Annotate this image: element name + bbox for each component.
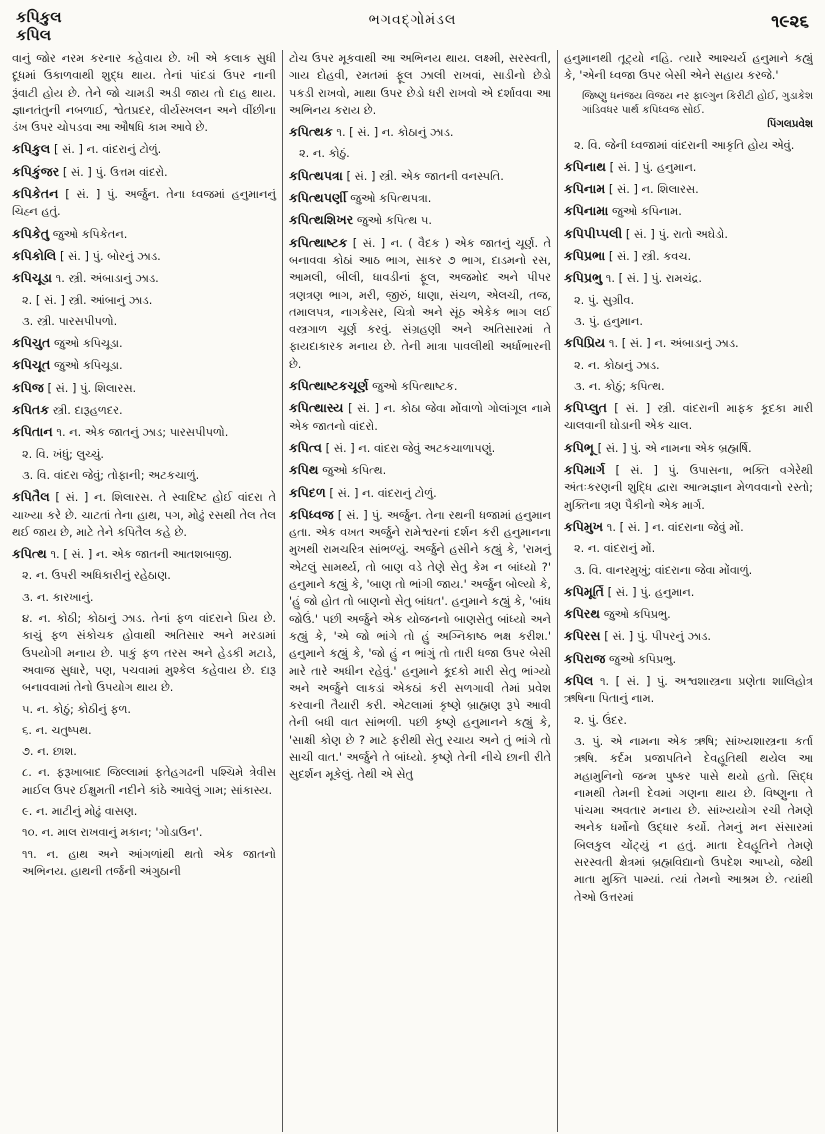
dictionary-entry [564, 247, 813, 265]
entry-definition: ૧. [ સં. ] ન. અંબાડાનું ઝાડ. [608, 336, 739, 351]
entry-definition: [ સં. ] ન. વાંદરાનું ટોળું. [53, 142, 162, 157]
entry-headword: કપિનાથ [564, 158, 607, 174]
dictionary-entry [12, 545, 276, 563]
entry-definition: જુઓ કપિચૂડા. [53, 336, 123, 351]
entry-headword: કપિપ્રભા [564, 248, 606, 264]
entry-definition: [ સં. ] પું. એ નામના એક બ્રહ્મર્ષિ. [597, 440, 752, 455]
entry-headword: કપિપીપ્પલી [564, 225, 623, 241]
entry-definition: [ સં. ] ન. વાંદરાનું ટોળું. [329, 485, 437, 500]
entry-definition: વાનું જોર નરમ કરનાર કહેવાય છે. ખી એ કલાક સુધી દૂધમાં ઉકાળવાથી શુદ્ધ થાય. તેનાં પાંદડાં ઉપર નાની રૂંવાટી હોય છે. તેને જો ચામડી અડી જાય તો દાહ થાય. જ્ઞાનતંતુની નબળાઈ, શ્વેતપ્રદર, વીર્યસ્ખલન અને વીંછીના ડંખ ઉપર ચોપડવા આ ઔષધિ કામ આવે છે. [12, 51, 276, 135]
entry-sense [289, 50, 551, 119]
entry-sense [564, 540, 813, 557]
entry-definition: [ સં. ] ન. વાંદરા જેવું અટકચાળાપણું. [325, 440, 496, 455]
entry-definition: જુઓ કપિકેતન. [52, 226, 128, 241]
entry-headword: કપિત્વ [289, 439, 323, 455]
entry-definition: ૪. ન. કોઠી; કોઠાનું ઝાડ. તેનાં ફળ વાંદરાને પ્રિય છે. કાચું ફળ સંકોચક હોવાથી અતિસાર અને મરડામાં ઉપયોગી મનાય છે. પાકું ફળ તરસ અને હેડકી મટાડે, અવાજ સુધારે, પણ, પચવામાં મુશ્કેલ કહેવાય છે. દારૂ બનાવવામાં તેનો ઉપયોગ થાય છે. [22, 611, 276, 695]
entry-sense [564, 712, 813, 729]
dictionary-entry [289, 123, 551, 141]
entry-sense [564, 562, 813, 579]
entry-sense [12, 50, 276, 136]
entry-definition: ૬. ન. ચતુષ્પથ. [22, 722, 92, 737]
entry-definition: [ સં. ] સ્ત્રી. એક જાતની વનસ્પતિ. [346, 168, 504, 183]
book-title: ભગવદ્ગોમંડલ [368, 12, 457, 28]
entry-definition: [ સં. ] પું. ઉત્તમ વાંદરો. [62, 164, 168, 179]
column-middle [282, 50, 558, 1132]
entry-definition: જુઓ કપિનામ. [611, 204, 682, 219]
entry-definition: [ સં. ] પું. ઉપાસના, ભક્તિ વગેરેથી અંતઃકરણની શુદ્ધિ દ્વારા આત્મજ્ઞાન મેળવવાનો રસ્તો; મુક્તિના ત્રણ પૈકીનો એક માર્ગ. [564, 463, 813, 512]
entry-definition: ૧. [ સં. ] પું. અશ્વશાસ્ત્રના પ્રણેતા શાલિહોત્ર ઋષિના પિતાનું નામ. [564, 674, 813, 706]
dictionary-entry [12, 488, 276, 541]
entry-headword: કપિપ્રિય [564, 335, 606, 351]
entry-definition: [ સં. ] ન. શિલારસ. તે સ્વાદિષ્ટ હોઈ વાંદરા તે ચાખ્યા કરે છે. ચાટતાં તેના હાથ, પગ, મોઢું રસથી તેલ તેલ થઈ જાય છે, માટે તેને કપિતૈલ કહે છે. [12, 490, 277, 539]
quotation [564, 89, 813, 131]
entry-headword: કપિમૂર્તિ [564, 583, 604, 599]
entry-definition: ૨. ન. કોઠાનું ઝાડ. [574, 357, 660, 372]
entry-definition: ૧. [ સં. ] ન. એક જાતની આતશબાજી. [50, 547, 233, 562]
entry-sense [564, 137, 813, 154]
entry-definition: ૩. પું. હનુમાન. [574, 313, 643, 328]
entry-headword: કપિધ્વજ [289, 506, 334, 522]
entry-sense [564, 378, 813, 395]
entry-headword: કપિરસ [564, 628, 601, 644]
entry-headword: કપિરથ [564, 606, 601, 622]
entry-definition: ૧. [ સં. ] પું. રામચંદ્ર. [605, 271, 703, 286]
entry-definition: ૩. વિ. વાંદરા જેવું; તોફાની; અટકચાળું. [22, 467, 200, 482]
page-number: ૧૯૨૬ [771, 12, 809, 32]
entry-headword: કપિકેતન [12, 186, 59, 202]
entry-definition: જુઓ કપિત્થ ૫. [356, 213, 433, 228]
entry-sense [12, 313, 276, 330]
entry-definition: [ સં. ] ન. શિલારસ. [608, 182, 699, 197]
entry-headword: કપિપ્રભુ [564, 270, 603, 286]
entry-headword: કપિત્થાસ્ય [289, 400, 344, 416]
entry-sense [12, 446, 276, 463]
entry-definition: જુઓ કપિત્થાષ્ટક. [372, 379, 458, 394]
entry-sense [564, 50, 813, 85]
entry-definition: જુઓ કપિત્થ. [322, 463, 387, 478]
dictionary-entry [564, 158, 813, 176]
entry-definition: જુઓ કપિપ્રભુ. [609, 651, 677, 666]
dictionary-entry [564, 180, 813, 198]
entry-definition: ૧. ન. એક જાતનું ઝાડ; પારસપીપળો. [56, 425, 229, 440]
entry-headword: કપિનામા [564, 203, 609, 219]
entry-headword: કપિત્થાષ્ટકચૂર્ણ [289, 378, 369, 394]
entry-sense [12, 824, 276, 841]
entry-headword: કપિકેતુ [12, 225, 50, 241]
entry-definition: ૨. વિ. ખંધું; લુચ્ચું. [22, 446, 104, 461]
quotation-source: પિંગલપ્રવેશ [767, 117, 813, 130]
entry-headword: કપિચુત [12, 335, 51, 351]
entry-sense [12, 846, 276, 881]
dictionary-entry [564, 672, 813, 708]
column-left [12, 50, 282, 1132]
entry-headword: કપિત્થપર્ણી [289, 190, 347, 206]
entry-headword: કપિલ [564, 673, 594, 689]
entry-definition: જુઓ કપિચૂડા. [53, 358, 123, 373]
entry-headword: કપિત્થ [12, 546, 47, 562]
entry-definition: [ સં. ] સ્ત્રી. કવચ. [608, 249, 692, 264]
dictionary-entry [564, 439, 813, 457]
entry-headword: કપિપ્લુત [564, 400, 608, 416]
page-header [12, 6, 813, 50]
column-right [558, 50, 813, 1132]
dictionary-entry [12, 225, 276, 243]
dictionary-entry [564, 269, 813, 287]
entry-headword: કપિભૂ [564, 439, 594, 455]
dictionary-entry [564, 334, 813, 352]
entry-definition: ૨. ન. ઉપરી અધિકારીનું રહેઠાણ. [22, 568, 171, 583]
entry-definition: [ સં. ] પું. હનુમાન. [607, 584, 695, 599]
entry-sense [564, 292, 813, 309]
entry-definition: [ સં. ] પું. બોરનું ઝાડ. [59, 248, 161, 263]
dictionary-entry [564, 627, 813, 645]
entry-definition: ટોચ ઉપર મૂકવાથી આ અભિનય થાય. લક્ષ્મી, સરસ્વતી, ગાય દોહવી, રમતમાં ફૂલ ઝાલી રાખવાં, સાડીનો છેડો પકડી રાખવો, માથા ઉપર છેડો ધરી રાખવો એ દર્શાવવા આ અભિનય કરાય છે. [289, 51, 551, 117]
dictionary-entry [564, 225, 813, 243]
dictionary-entry [12, 401, 276, 419]
entry-definition: ૯. ન. માટીનું મોઢું વાસણ. [22, 803, 138, 818]
dictionary-entry [564, 399, 813, 435]
entry-sense [12, 567, 276, 584]
dictionary-entry [289, 377, 551, 395]
entry-sense [564, 357, 813, 374]
dictionary-entry [12, 356, 276, 374]
dictionary-entry [12, 247, 276, 265]
entry-definition: [ સં. ] પું. અર્જુન. તેના ધ્વજમાં હનુમાનનું ચિહ્ન હતું. [12, 187, 276, 219]
entry-headword: કપિકુલ [12, 141, 51, 157]
entry-headword: કપિત્થપત્રા [289, 167, 343, 183]
entry-sense [12, 467, 276, 484]
entry-definition: ૧. [ સં. ] ન. વાંદરાના જેવું મોં. [606, 519, 744, 534]
entry-definition: ૨. પું. સુગ્રીવ. [574, 292, 635, 307]
entry-sense [12, 701, 276, 718]
dictionary-entry [564, 583, 813, 601]
dictionary-entry [564, 605, 813, 623]
dictionary-entry [12, 334, 276, 352]
dictionary-entry [289, 167, 551, 185]
dictionary-entry [12, 379, 276, 397]
dictionary-entry [12, 185, 276, 221]
entry-definition: [ સં. ] ન. ( વૈદક ) એક જાતનું ચૂર્ણ. તે બનાવવા કોઠાં આઠ ભાગ, સાકર ૭ ભાગ, દાડમનો રસ, આમલી, બીલી, ધાવડીનાં ફૂલ, અજમોદ અને પીપર ત્રણત્રણ ભાગ, મરી, જીરું, ધાણા, સંચળ, એલચી, તજ, તમાલપત્ર, નાગકેસર, ચિત્રો અને સૂંઠ એકેક ભાગ લઈ વસ્ત્રગાળ ચૂર્ણ કરવું. સંગ્રહણી અને અતિસારમાં તે ફાયદાકારક મનાય છે. તેની માત્રા પાવલીથી અર્ધાભારની છે. [289, 235, 551, 371]
entry-headword: કપિકુંજર [12, 163, 60, 179]
entry-headword: કપિદળ [289, 484, 326, 500]
entry-definition: ૨. ન. કોઠું. [299, 146, 350, 161]
dictionary-entry [289, 211, 551, 229]
entry-definition: ૭. ન. છાશ. [22, 744, 77, 759]
entry-definition: ૩. ન. કારખાનું. [22, 589, 94, 604]
dictionary-entry [12, 140, 276, 158]
dictionary-entry [289, 506, 551, 784]
dictionary-entry [12, 269, 276, 287]
entry-headword: કપિચૂત [12, 357, 51, 373]
entry-headword: કપિત્થશિખર [289, 212, 354, 228]
entry-headword: કપિનામ [564, 181, 606, 197]
entry-definition: ૨. પું. ઉંદર. [574, 712, 628, 727]
entry-sense [12, 722, 276, 739]
entry-definition: હનુમાનથી તૂટ્યો નહિ. ત્યારે આશ્ચર્ય હનુમાને કહ્યું કે, 'એની ધ્વજા ઉપર બેસી એને સહાય કરજે.' [564, 51, 813, 83]
dictionary-entry [12, 163, 276, 181]
entry-sense [564, 733, 813, 906]
entry-sense [12, 764, 276, 799]
entry-headword: કપિત્થક [289, 124, 333, 140]
entry-definition: ૨. વિ. જેની ધ્વજામાં વાંદરાની આકૃતિ હોય એવું. [574, 137, 795, 152]
entry-sense [12, 610, 276, 696]
entry-definition: ૩. સ્ત્રી. પારસપીપળો. [22, 313, 118, 328]
quotation-text: જિષ્ણુ ધનંજય વિજય નર ફાલ્ગુન કિરીટી હોઈ, ગુડાકેશ ગાંડિવધર પાર્થ કપિધ્વજ સોઈ. [582, 89, 813, 116]
entry-definition: [ સં. ] પું. શિલારસ. [47, 380, 137, 395]
dictionary-entry [289, 439, 551, 457]
entry-definition: ૩. ન. કોઠું; કપિત્થ. [574, 378, 665, 393]
entry-definition: [ સં. ] પું. પીપરનું ઝાડ. [604, 629, 712, 644]
entry-definition: ૧૧. ન. હાથ અને આંગળાંથી થતો એક જાતનો અભિનય. હાથની તર્જની અંગુઠાની [22, 846, 276, 878]
entry-columns [12, 50, 813, 1132]
entry-sense [12, 589, 276, 606]
entry-definition: જુઓ કપિપ્રભુ. [603, 607, 671, 622]
entry-definition: ૧૦. ન. માલ રાખવાનું મકાન; 'ગોડાઉન'. [22, 825, 203, 840]
entry-sense [12, 292, 276, 309]
entry-headword: કપિતક [12, 402, 50, 418]
entry-sense [564, 313, 813, 330]
entry-definition: [ સં. ] પું. અર્જુન. તેના રથની ધજામાં હનુમાન હતા. એક વખત અર્જુને રામેશ્વરનાં દર્શન કરી હનુમાનના મુખથી રામચરિત્ર સાંભળ્યું. અર્જુને હસીને કહ્યું કે, 'રામનું એટલું સામર્થ્ય, તો બાણ વડે તેણે સેતુ કેમ ન બાંધ્યો ?' હનુમાને કહ્યું કે, 'બાણ તો ભાંગી જાય.' અર્જુન બોલ્યો કે, 'હું જો હોત તો બાણનો સેતુ બાંધત'. હનુમાને કહ્યું કે, 'બાંધ જોઉં.' પછી અર્જુને એક યોજનનો બાણસેતુ બાંધ્યો અને કહ્યું કે, 'એ જો ભાંગે તો હું અગ્નિકાષ્ઠ ભક્ષ કરીશ.' હનુમાને કહ્યું કે, 'જો હું ન ભાંગું તો તારી ધજા ઉપર બેસી મારે તારે અધીન રહેવું.' હનુમાને કૂદકો મારી સેતુ ભાંગ્યો અને અર્જુને લાકડાં એકઠાં કરી સળગાવી તેમાં પ્રવેશ કરવાની તૈયારી કરી. એટલામાં કૃષ્ણે બ્રાહ્મણ રૂપે આવી તેની બધી વાત સાંભળી. પછી કૃષ્ણે હનુમાનને કહ્યું કે, 'સાક્ષી કોણ છે ? માટે ફરીથી સેતુ રચાય અને તું ભાંગે તો સાચી વાત.' અર્જુને તે બાંધ્યો. કૃષ્ણે તેની નીચે છાની રીતે સુદર્શન મૂકેલું. તેથી એ સેતુ [289, 507, 551, 782]
entry-definition: ૨. [ સં. ] સ્ત્રી. આંબાનું ઝાડ. [22, 292, 153, 307]
entry-sense [12, 743, 276, 760]
entry-definition: ૨. ન. વાંદરાનું મોં. [574, 541, 656, 556]
entry-headword: કપિતાન [12, 424, 53, 440]
entry-sense [12, 803, 276, 820]
entry-headword: કપિજ [12, 379, 44, 395]
entry-definition: ૧. [ સં. ] ન. કોઠાનું ઝાડ. [336, 125, 454, 140]
guide-word-last: કપિલ [16, 26, 52, 44]
entry-definition: ૩. વિ. વાનરમુખું; વાંદરાના જેવા મોંવાળું. [574, 562, 753, 577]
entry-definition: [ સં. ] પું. હનુમાન. [609, 159, 697, 174]
dictionary-entry [564, 650, 813, 668]
entry-headword: કપિથ [289, 462, 319, 478]
entry-definition: [ સં. ] ન. કોઠા જેવા મોંવાળો ગોલાંગૂલ નામે એક જાતનો વાંદરો. [289, 401, 551, 433]
entry-headword: કપિચૂડા [12, 270, 52, 286]
entry-definition: જુઓ કપિત્થપત્રા. [350, 191, 432, 206]
entry-headword: કપિરાજ [564, 650, 606, 666]
dictionary-entry [564, 518, 813, 536]
entry-definition: [ સં. ] સ્ત્રી. વાંદરાની માફક કૂદકા મારી ચાલવાની ઘોડાની એક ચાલ. [564, 401, 813, 433]
entry-headword: કપિમાર્ગ [564, 462, 606, 478]
entry-headword: કપિકોલિ [12, 247, 57, 263]
dictionary-entry [289, 484, 551, 502]
entry-definition: ૮. ન. ફરૂખાબાદ જિલ્લામાં ફતેહગઢની પશ્ચિમે ત્રેવીસ માઈલ ઉપર ઈક્ષુમતી નદીને કાંઠે આવેલું ગામ; સાંકાસ્ય. [22, 765, 276, 797]
dictionary-entry [289, 461, 551, 479]
entry-definition: [ સં. ] પું. રાતો અઘેડો. [625, 226, 728, 241]
entry-headword: કપિમુખ [564, 518, 604, 534]
entry-headword: કપિત્થાષ્ટક [289, 234, 348, 250]
dictionary-entry [289, 399, 551, 435]
entry-definition: ૧. સ્ત્રી. અંબાડાનું ઝાડ. [55, 271, 159, 286]
entry-headword: કપિતૈલ [12, 489, 50, 505]
entry-definition: ૩. પું. એ નામના એક ઋષિ; સાંખ્યશાસ્ત્રના કર્તા ઋષિ. કર્દમ પ્રજાપતિને દેવહૂતિથી થયેલ આ મહામુનિનો જન્મ પુષ્કર પાસે થયો હતો. સિદ્ધ નામથી તેમની દેવમાં ગણના થાય છે. વિષ્ણુના તે પાંચમા અવતાર મનાય છે. સાંખ્યયોગ રચી તેમણે અનેક ધર્મોનો ઉદ્ધાર કર્યો. તેમનું મન સંસારમાં બિલકુલ ચોંટ્યું ન હતું. માતા દેવહૂતિને તેમણે સરસ્વતી ક્ષેત્રમાં બ્રહ્મવિદ્યાનો ઉપદેશ આપ્યો, જેથી માતા મુક્તિ પામ્યાં. ત્યાં તેમનો આશ્રમ છે. ત્યાંથી તેઓ ઉત્તરમાં [574, 733, 813, 904]
entry-definition: સ્ત્રી. દારૂહળદર. [52, 403, 123, 418]
dictionary-entry [564, 461, 813, 514]
dictionary-entry [564, 202, 813, 220]
entry-definition: ૫. ન. કોઠું; કોઠીનું ફળ. [22, 701, 131, 716]
entry-sense [289, 145, 551, 162]
guide-word-first: કપિકુલ [16, 8, 62, 26]
dictionary-entry [12, 423, 276, 441]
dictionary-entry [289, 234, 551, 373]
dictionary-entry [289, 189, 551, 207]
